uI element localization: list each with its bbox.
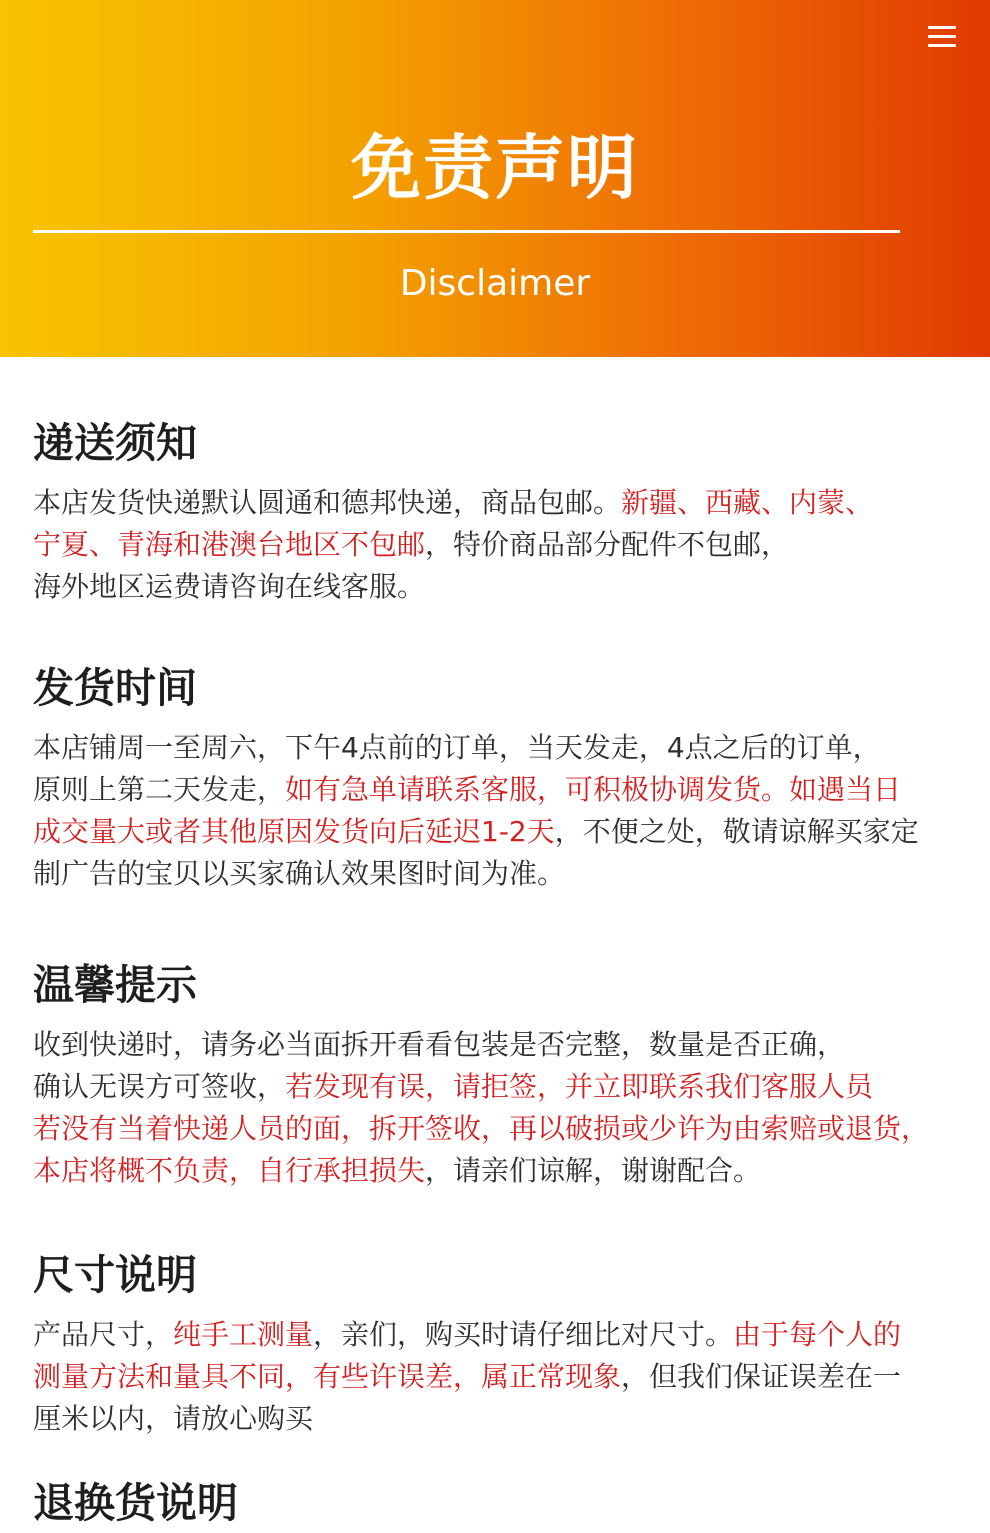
- page-subtitle: Disclaimer: [399, 263, 591, 304]
- section-title: 发货时间: [33, 664, 197, 712]
- banner-divider: [33, 230, 900, 233]
- text-line: [33, 1314, 963, 1356]
- text-line: [33, 1398, 963, 1440]
- text-line: [33, 1150, 963, 1192]
- emphasis-text: 成交量大或者其他原因发货向后延迟1-2天: [33, 815, 555, 848]
- emphasis-text: 由于每个人的: [733, 1318, 902, 1351]
- body-text: 本店发货快递默认圆通和德邦快递，商品包邮。: [33, 486, 622, 519]
- body-text: ，不便之处，敬请谅解买家定: [554, 815, 919, 848]
- section-body: [33, 1024, 963, 1192]
- emphasis-text: 若发现有误，请拒签，并立即联系我们客服人员: [285, 1070, 874, 1103]
- emphasis-text: 如有急单请联系客服，可积极协调发货。如遇当日: [285, 773, 902, 806]
- body-text: 厘米以内，请放心购买: [33, 1402, 314, 1435]
- body-text: 确认无误方可签收，: [33, 1070, 286, 1103]
- section-size-notes: [33, 1250, 963, 1440]
- section-title: 尺寸说明: [33, 1251, 197, 1299]
- text-line: [33, 1066, 963, 1108]
- section-title: 温馨提示: [33, 961, 197, 1009]
- emphasis-text: 纯手工测量: [173, 1318, 314, 1351]
- text-line: [33, 566, 963, 608]
- text-line: [33, 853, 963, 895]
- emphasis-text: 本店将概不负责，自行承担损失: [33, 1154, 426, 1187]
- section-body: [33, 482, 963, 608]
- body-text: 本店铺周一至周六，下午4点前的订单，当天发走，4点之后的订单，: [33, 731, 881, 764]
- section-shipping-time: [33, 663, 963, 895]
- section-title: 退换货说明: [33, 1479, 238, 1527]
- section-friendly-tips: [33, 960, 963, 1192]
- body-text: ，但我们保证误差在一: [621, 1360, 902, 1393]
- text-line: [33, 482, 963, 524]
- text-line: [33, 1108, 963, 1150]
- header-banner: [0, 0, 990, 357]
- text-line: [33, 1024, 963, 1066]
- section-title: 递送须知: [33, 419, 197, 467]
- emphasis-text: 宁夏、青海和港澳台地区不包邮: [33, 528, 426, 561]
- text-line: [33, 524, 963, 566]
- body-text: 收到快递时，请务必当面拆开看看包装是否完整，数量是否正确，: [33, 1028, 846, 1061]
- body-text: ，请亲们谅解，谢谢配合。: [425, 1154, 762, 1187]
- body-text: 原则上第二天发走，: [33, 773, 286, 806]
- body-text: 海外地区运费请咨询在线客服。: [33, 570, 426, 603]
- hamburger-menu-icon[interactable]: [928, 26, 956, 48]
- text-line: [33, 811, 963, 853]
- section-body: [33, 727, 963, 895]
- section-body: [33, 1314, 963, 1440]
- emphasis-text: 若没有当着快递人员的面，拆开签收，再以破损或少许为由索赔或退货，: [33, 1112, 930, 1145]
- text-line: [33, 727, 963, 769]
- emphasis-text: 新疆、西藏、内蒙、: [621, 486, 874, 519]
- text-line: [33, 1356, 963, 1398]
- body-text: 产品尺寸，: [33, 1318, 174, 1351]
- section-return-exchange: [33, 1478, 963, 1528]
- body-text: 制广告的宝贝以买家确认效果图时间为准。: [33, 857, 566, 890]
- body-text: ，特价商品部分配件不包邮，: [425, 528, 790, 561]
- emphasis-text: 测量方法和量具不同，有些许误差，属正常现象: [33, 1360, 622, 1393]
- text-line: [33, 769, 963, 811]
- page-title: 免责声明: [351, 127, 639, 209]
- section-delivery-notice: [33, 418, 963, 608]
- body-text: ，亲们，购买时请仔细比对尺寸。: [313, 1318, 734, 1351]
